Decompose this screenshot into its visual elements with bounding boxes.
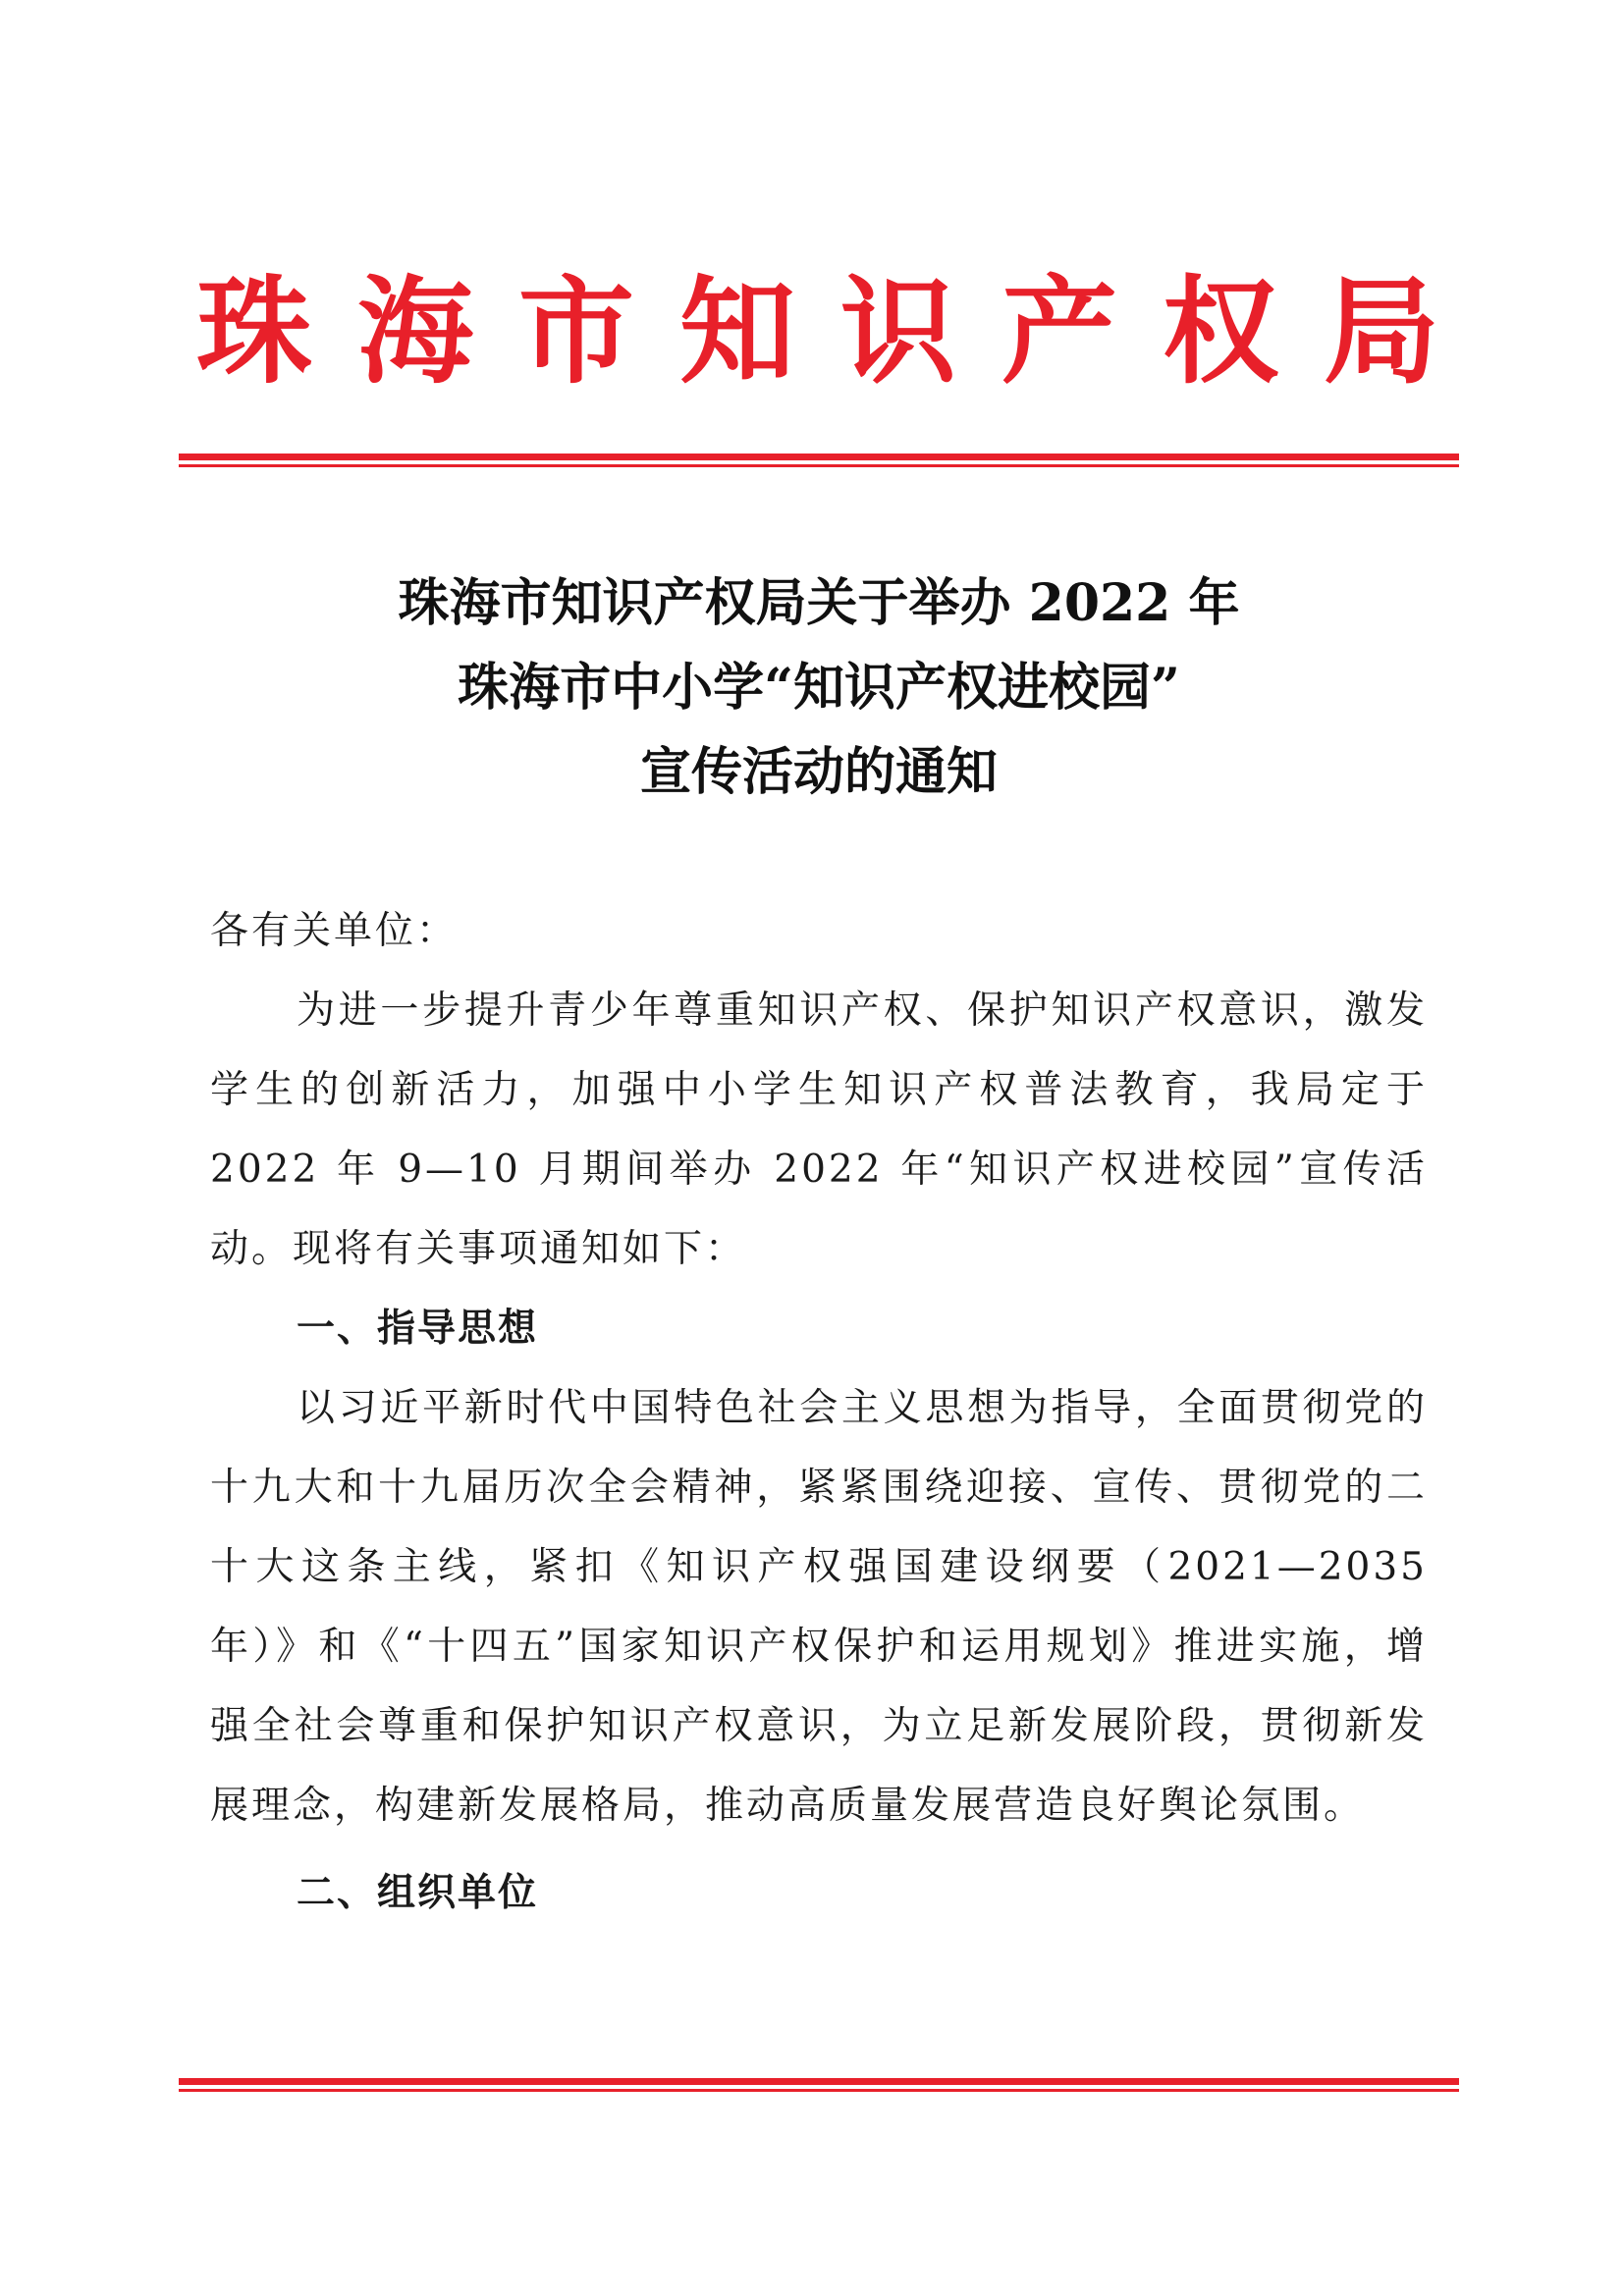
divider-thin-line	[179, 2089, 1459, 2092]
salutation: 各有关单位：	[210, 909, 459, 953]
section-heading-guiding-ideology: 一、指导思想	[297, 1307, 539, 1351]
page-divider-bottom	[179, 2078, 1459, 2092]
masthead-divider-top	[179, 454, 1459, 467]
title-line-1: 珠海市知识产权局关于举办 2022 年	[398, 573, 1240, 633]
agency-masthead: 珠海市知识产权局	[196, 263, 1486, 400]
divider-thin-line	[179, 464, 1459, 467]
divider-thick-line	[179, 454, 1459, 460]
title-line-2: 珠海市中小学“知识产权进校园”	[458, 658, 1180, 718]
document-body	[210, 891, 1428, 1933]
intro-paragraph: 为进一步提升青少年尊重知识产权、保护知识产权意识，激发学生的创新活力，加强中小学生知识产权普法教育，我局定于 2022 年 9—10 月期间举办 2022 年“知识产权进校园”宣传活动。现将有关事项通知如下：	[210, 988, 1428, 1271]
section-heading-organizers: 二、组织单位	[297, 1871, 539, 1915]
title-line-3: 宣传活动的通知	[639, 742, 998, 802]
document-title	[179, 561, 1459, 815]
guiding-ideology-paragraph: 以习近平新时代中国特色社会主义思想为指导，全面贯彻党的十九大和十九届历次全会精神，紧紧围绕迎接、宣传、贯彻党的二十大这条主线，紧扣《知识产权强国建设纲要（2021—2035 年）》和《“十四五”国家知识产权保护和运用规划》推进实施，增强全社会尊重和保护知识产权意识，为立足新发展阶段，贯彻新发展理念，构建新发展格局，推动高质量发展营造良好舆论氛围。	[210, 1386, 1428, 1828]
divider-thick-line	[179, 2078, 1459, 2085]
